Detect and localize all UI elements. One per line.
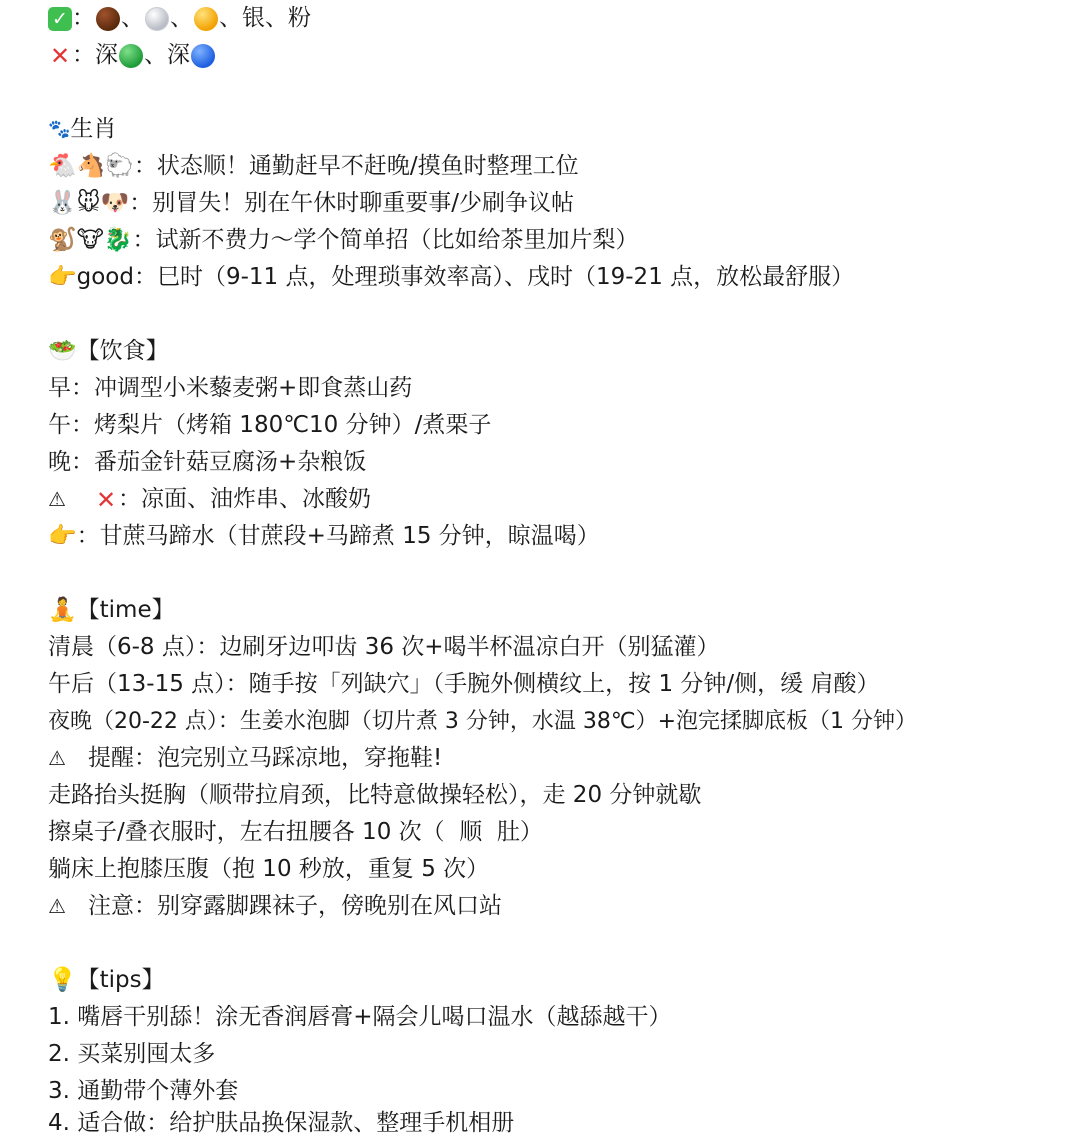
zodiac-line-3 <box>48 222 639 259</box>
zodiac-text-2: ：别冒失！别在午休时聊重要事/少刷争议帖 <box>129 190 575 216</box>
sep: 、 <box>121 5 144 31</box>
tip-1 <box>48 999 672 1036</box>
tips-heading <box>48 962 165 999</box>
unlucky-colors-line <box>48 37 216 74</box>
time-title: 【time】 <box>76 597 175 623</box>
rabbit-mouse-dog-icons: 🐰🐭🐶 <box>48 190 130 216</box>
avoid-text: ：凉面、油炸串、冰酸奶 <box>118 486 371 512</box>
tip-2 <box>48 1036 215 1073</box>
food-lunch <box>48 407 491 444</box>
zodiac-line-4 <box>48 259 854 296</box>
zodiac-heading <box>48 111 116 148</box>
warning-icon: ⚠ <box>48 746 66 770</box>
time-line-3 <box>48 703 917 740</box>
cross-mark-icon: ✕ <box>95 485 117 514</box>
time-text-1: 清晨（6-8 点）：边刷牙边叩齿 36 次+喝半杯温凉白开（别猛灌） <box>48 634 720 660</box>
tips-title: 【tips】 <box>76 967 165 993</box>
zodiac-line-1 <box>48 148 579 185</box>
food-breakfast <box>48 370 412 407</box>
zodiac-title: 生肖 <box>70 116 117 142</box>
time-text-5: 走路抬头挺胸（顺带拉肩颈，比特意做操轻松），走 20 分钟就歇 <box>48 782 702 808</box>
zodiac-text-1: ：状态顺！通勤赶早不赶晚/摸鱼时整理工位 <box>133 153 579 179</box>
tip-text-3: 3. 通勤带个薄外套 <box>48 1078 239 1104</box>
breakfast-text: 早：冲调型小米藜麦粥+即食蒸山药 <box>48 375 413 401</box>
person-meditating-icon: 🧘 <box>48 597 77 623</box>
rooster-horse-sheep-icons: 🐔🐴🐑 <box>48 153 134 179</box>
zodiac-line-2 <box>48 185 574 222</box>
tip-4 <box>48 1105 514 1142</box>
sep: 、 <box>219 5 242 31</box>
green-dot-icon <box>119 44 143 68</box>
drink-text: ：甘蔗马蹄水（甘蔗段+马蹄煮 15 分钟，晾温喝） <box>76 523 600 549</box>
dinner-text: 晚：番茄金针菇豆腐汤+杂粮饭 <box>48 449 367 475</box>
time-line-5 <box>48 777 701 814</box>
lucky-colors-line <box>48 0 311 37</box>
sep: ： <box>72 42 95 68</box>
tip-text-4: 4. 适合做：给护肤品换保湿款、整理手机相册 <box>48 1110 515 1136</box>
time-line-2 <box>48 666 879 703</box>
zodiac-text-3: ：试新不费力～学个简单招（比如给茶里加片梨） <box>132 227 639 253</box>
deep-text: 深 <box>95 42 118 68</box>
time-line-1 <box>48 629 720 666</box>
time-heading <box>48 592 175 629</box>
food-heading <box>48 333 169 370</box>
silver-dot-icon <box>145 7 169 31</box>
food-dinner <box>48 444 366 481</box>
food-title: 【饮食】 <box>76 338 169 364</box>
warning-icon: ⚠ <box>48 487 66 511</box>
pointing-right-icon: 👉 <box>48 523 77 549</box>
paw-prints-icon: 🐾 <box>48 119 71 140</box>
food-avoid <box>48 481 371 518</box>
color-tail-text: 银、粉 <box>242 5 311 31</box>
time-line-8 <box>48 888 502 925</box>
pointing-right-icon: 👉 <box>48 264 77 290</box>
gold-dot-icon <box>194 7 218 31</box>
time-text-4: 提醒：泡完别立马踩凉地，穿拖鞋! <box>88 745 443 771</box>
time-line-7 <box>48 851 489 888</box>
warning-icon: ⚠ <box>48 894 66 918</box>
sep: 、 <box>144 42 167 68</box>
light-bulb-icon: 💡 <box>48 967 77 993</box>
salad-bowl-icon: 🥗 <box>48 338 77 364</box>
monkey-ox-dragon-icons: 🐒🐮🐉 <box>48 227 133 253</box>
time-text-6: 擦桌子/叠衣服时，左右扭腰各 10 次（ 顺 肚） <box>48 819 543 845</box>
time-line-4 <box>48 740 442 777</box>
sep: ： <box>72 5 95 31</box>
tip-text-1: 1. 嘴唇干别舔！涂无香润唇膏+隔会儿喝口温水（越舔越干） <box>48 1004 672 1030</box>
tip-text-2: 2. 买菜别囤太多 <box>48 1041 216 1067</box>
check-mark-button-icon: ✓ <box>48 7 72 31</box>
time-text-7: 躺床上抱膝压腹（抱 10 秒放，重复 5 次） <box>48 856 490 882</box>
cross-mark-icon: ✕ <box>49 41 71 70</box>
time-text-2: 午后（13-15 点）：随手按「列缺穴」（手腕外侧横纹上，按 1 分钟/侧，缓 肩酸） <box>48 671 880 697</box>
time-text-8: 注意：别穿露脚踝袜子，傍晚别在风口站 <box>88 893 502 919</box>
zodiac-text-4: good：巳时（9-11 点，处理琐事效率高）、戌时（19-21 点，放松最舒服） <box>76 264 855 290</box>
brown-dot-icon <box>96 7 120 31</box>
sep: 、 <box>170 5 193 31</box>
deep-text: 深 <box>167 42 190 68</box>
time-line-6 <box>48 814 543 851</box>
time-text-3: 夜晚（20-22 点）：生姜水泡脚（切片煮 3 分钟，水温 38℃）+泡完揉脚底板（1 分钟） <box>48 709 918 734</box>
lunch-text: 午：烤梨片（烤箱 180℃10 分钟）/煮栗子 <box>48 412 492 438</box>
blue-dot-icon <box>191 44 215 68</box>
food-drink <box>48 518 600 555</box>
